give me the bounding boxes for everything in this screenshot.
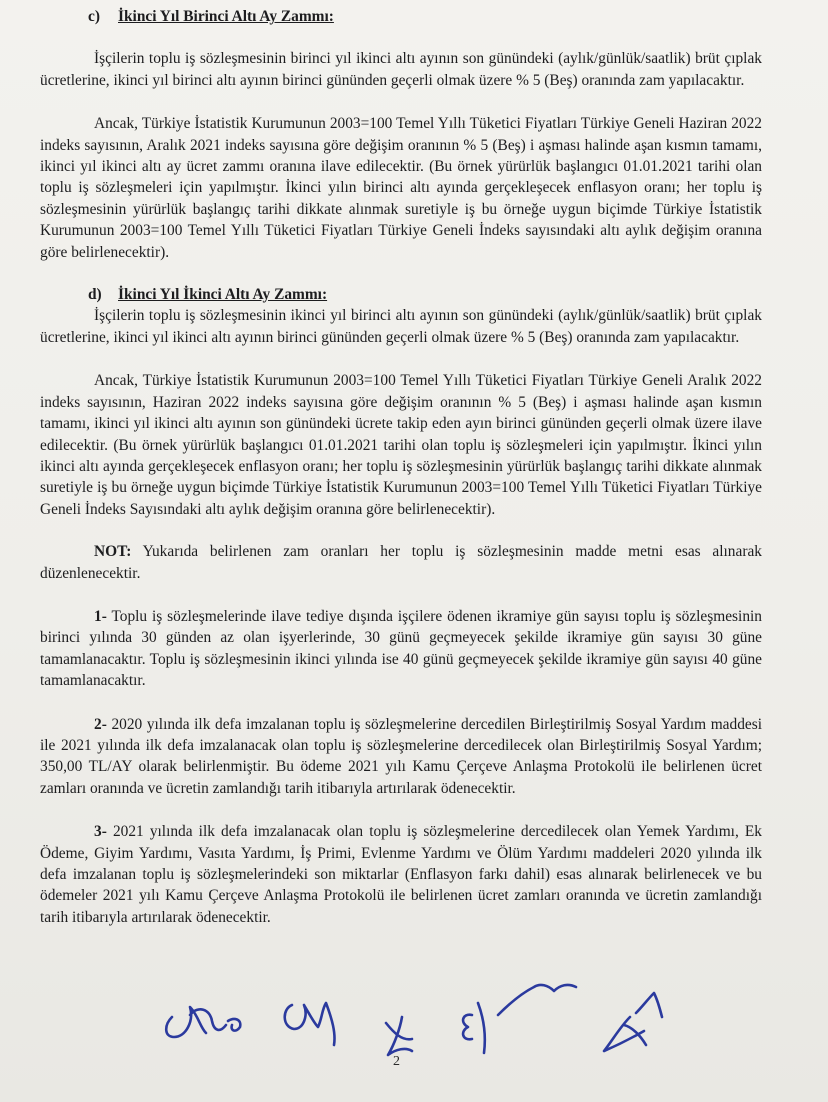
item-number: 1-: [94, 607, 107, 625]
section-c-paragraph-1: İşçilerin toplu iş sözleşmesinin birinci yıl ikinci altı ayının son günündeki (aylık/günlük/saatlik) brüt çıplak ücretlerine, ikinci yıl birinci altı ayının birinci gününden geçerli olmak üzere % 5 (Beş) oranında zam yapılacaktır.: [40, 50, 762, 89]
section-c-heading: [40, 6, 762, 27]
item-text: 2020 yılında ilk defa imzalanan toplu iş sözleşmelerine dercedilen Birleştirilmiş Sosyal Yardım maddesi ile 2021 yılında ilk defa imzalanacak olan toplu iş sözleşmelerine dercedilecek olan Birleştirilmiş Sosyal Yardım; 350,00 TL/AY olarak belirlenmiştir. Bu ödeme 2021 yılı Kamu Çerçeve Anlaşma Protokolü ile belirlenen ücret zamları oranında ve ücretin zamlandığı tarih itibarıyla artırılarak ödenecektir.: [40, 715, 762, 797]
signature-5: [604, 993, 662, 1051]
section-c-letter: c): [88, 8, 100, 25]
section-d-paragraph-1: İşçilerin toplu iş sözleşmesinin ikinci yıl birinci altı ayının son günündeki (aylık/günlük/saatlik) brüt çıplak ücretlerine, ikinci yıl ikinci altı ayının birinci gününden geçerli olmak üzere % 5 (Beş) oranında zam yapılacaktır.: [40, 307, 762, 346]
item-text: Toplu iş sözleşmelerinde ilave tediye dışında işçilere ödenen ikramiye gün sayısı toplu iş sözleşmesinin birinci yılında 30 günden az olan işyerlerinde, 30 günü geçmeyecek şekilde ikramiye gün sayısı 30 güne tamamlanacaktır. Toplu iş sözleşmesinin ikinci yılında ise 40 günü geçmeyecek şekilde ikramiye gün sayısı 40 güne tamamlanacaktır.: [40, 607, 762, 690]
section-d-title: İkinci Yıl İkinci Altı Ay Zammı:: [118, 286, 328, 304]
signature-1: [166, 1007, 240, 1037]
page-number: 2: [393, 1054, 400, 1069]
list-item: [40, 714, 762, 800]
section-c-title: İkinci Yıl Birinci Altı Ay Zammı:: [118, 8, 334, 25]
signature-3: [386, 1017, 412, 1055]
section-d-letter: d): [88, 286, 102, 304]
document-body: [40, 6, 762, 928]
signature-4: [463, 985, 576, 1053]
item-number: 3-: [94, 823, 107, 841]
signatures: [150, 975, 710, 1075]
list-item: [40, 606, 762, 692]
note-label: NOT:: [94, 543, 132, 561]
signature-2: [285, 1003, 335, 1045]
section-d-heading: [40, 284, 762, 305]
signature-marks: [150, 975, 710, 1075]
item-text: 2021 yılında ilk defa imzalanacak olan toplu iş sözleşmelerine dercedilecek olan Yemek Yardımı, Ek Ödeme, Giyim Yardımı, Vasıta Yardımı, İş Primi, Evlenme Yardımı ve Ölüm Yardımı maddeleri 2020 yılında ilk defa imzalanan toplu iş sözleşmelerindeki son miktarlar (Enflasyon farkı dahil) esas alınarak belirlenecek ve bu ödemeler 2021 yılı Kamu Çerçeve Anlaşma Protokolü ile belirlenen ücret zamları oranında ve ücretin zamlandığı tarih itibarıyla artırılarak ödenecektir.: [40, 823, 762, 926]
note-paragraph: [40, 541, 762, 584]
list-item: [40, 821, 762, 928]
item-number: 2-: [94, 715, 107, 733]
section-c-paragraph-2: Ancak, Türkiye İstatistik Kurumunun 2003=100 Temel Yıllı Tüketici Fiyatları Türkiye Geneli Haziran 2022 indeks sayısının, Aralık 2021 indeks sayısına göre değişim oranının % 5 (Beş) i aşması halinde aşan kısmın tamamı, ikinci yıl ikinci altı ay ücret zammı oranına ilave edilecektir. (Bu örnek yürürlük başlangıcı 01.01.2021 tarihi olan toplu iş sözleşmeleri için yapılmıştır. İkinci yılın birinci altı ayında gerçekleşecek enflasyon oranı; her toplu iş sözleşmesinin yürürlük başlangıç tarihi dikkate alınmak suretiyle iş bu örneğe uygun biçimde Türkiye İstatistik Kurumunun 2003=100 Temel Yıllı Tüketici Fiyatları Türkiye Geneli İndeks sayısındaki altı aylık değişim oranına göre belirlenecektir).: [40, 115, 762, 261]
section-d-paragraph-2: Ancak, Türkiye İstatistik Kurumunun 2003=100 Temel Yıllı Tüketici Fiyatları Türkiye Geneli Aralık 2022 indeks sayısının, Haziran 2022 indeks sayısına göre değişim oranının % 5 (Beş) i aşması halinde aşan kısmın tamamı, ikinci yıl ikinci altı ayının son günündeki ücrete takip eden ayın birinci gününden geçerli olmak üzere ilave edilecektir. (Bu örnek yürürlük başlangıcı 01.01.2021 tarihi olan toplu iş sözleşmeleri için yapılmıştır. İkinci yılın ikinci altı ayında gerçekleşecek enflasyon oranı; her toplu iş sözleşmesinin yürürlük başlangıç tarihi dikkate alınmak suretiyle iş bu örneğe uygun biçimde Türkiye İstatistik Kurumunun 2003=100 Temel Yıllı Tüketici Fiyatları Türkiye Geneli İndeks Sayısındaki altı aylık değişim oranına göre belirlenecektir).: [40, 372, 762, 518]
note-text: Yukarıda belirlenen zam oranları her toplu iş sözleşmesinin madde metni esas alınarak düzenlenecektir.: [40, 543, 762, 582]
